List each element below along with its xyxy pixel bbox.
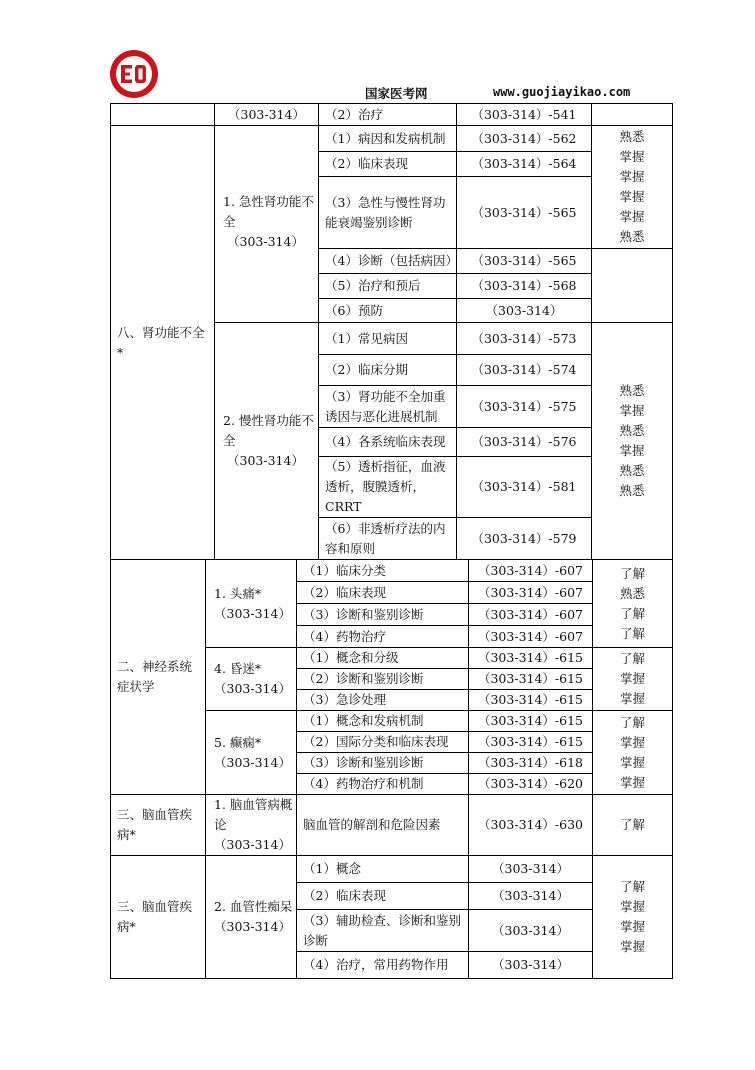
level: 掌握	[619, 189, 645, 204]
topic-ref: （303-314）	[227, 453, 304, 468]
level: 掌握	[619, 899, 645, 914]
level-cell	[592, 323, 673, 560]
level: 掌握	[619, 939, 645, 954]
page-ref: （303-314）-620	[469, 774, 593, 795]
logo	[108, 48, 160, 100]
subtopic: （5）治疗和预后	[319, 274, 457, 299]
page-ref: （303-314）-541	[457, 104, 592, 126]
table-row	[111, 104, 673, 126]
page-ref: （303-314）-615	[469, 711, 593, 732]
subtopic: （6）非透析疗法的内容和原则	[319, 518, 457, 560]
level: 掌握	[619, 919, 645, 934]
subtopic: （3）肾功能不全加重诱因与恶化进展机制	[319, 386, 457, 428]
topic-title: 1. 脑血管病概论	[214, 797, 293, 832]
topic-ref: （303-314）	[214, 754, 291, 770]
subtopic: （2）临床表现	[297, 883, 469, 910]
page-ref: （303-314）-565	[457, 177, 592, 249]
level: 了解	[619, 879, 645, 894]
table-row	[111, 795, 673, 856]
subtopic: （2）临床表现	[297, 582, 469, 604]
level: 掌握	[619, 691, 645, 706]
topic-title: 2. 血管性痴呆	[214, 899, 293, 914]
level: 熟悉	[619, 129, 645, 144]
topic-title: 4. 昏迷*	[214, 661, 262, 676]
table-row	[111, 856, 673, 883]
level: 了解	[619, 651, 645, 666]
page-ref: （303-314）-565	[457, 249, 592, 274]
topic-ref: （303-314）	[214, 681, 291, 696]
level: 掌握	[619, 149, 645, 164]
unit-title: 二、神经系统症状学	[117, 659, 193, 694]
page-ref: （303-314）-618	[469, 753, 593, 774]
site-url[interactable]: www.guojiayikao.com	[493, 85, 631, 99]
level: 掌握	[619, 754, 645, 770]
subtopic: （6）预防	[319, 299, 457, 323]
page-ref: （303-314）-630	[469, 795, 593, 856]
page-ref: （303-314）-615	[469, 648, 593, 669]
subtopic: （4）各系统临床表现	[319, 428, 457, 457]
topic-ref: （303-314）	[214, 919, 291, 934]
level-cell	[593, 795, 673, 856]
subtopic: （1）临床分类	[297, 560, 469, 582]
page-ref: （303-314）-579	[457, 518, 592, 560]
level-cell	[593, 856, 673, 979]
topic-ref: （303-314）	[214, 605, 291, 621]
page-ref: （303-314）-581	[457, 457, 592, 518]
subtopic: （3）诊断和鉴别诊断	[297, 753, 469, 774]
subtopic: （4）诊断（包括病因）	[319, 249, 457, 274]
page-ref: （303-314）-607	[469, 582, 593, 604]
subtopic: （1）概念	[297, 856, 469, 883]
page-ref: （303-314）-615	[469, 732, 593, 753]
level: 了解	[619, 565, 645, 581]
topic-cell	[215, 126, 319, 323]
level-cell	[593, 711, 673, 795]
table-row	[111, 560, 673, 582]
level: 掌握	[619, 734, 645, 750]
level: 掌握	[619, 403, 645, 418]
topic-cell	[206, 711, 297, 795]
topic-ref: （303-314）	[214, 837, 291, 852]
page-ref: （303-314）-607	[469, 626, 593, 648]
topic-title: 2. 慢性肾功能不全	[223, 413, 314, 448]
unit-title: 八、肾功能不全	[117, 324, 205, 340]
level-cell	[593, 560, 673, 648]
subtopic: （2）临床分期	[319, 355, 457, 386]
subtopic: （3）急诊处理	[297, 690, 469, 711]
level-cell	[593, 648, 673, 711]
level: 掌握	[619, 774, 645, 790]
unit-cell	[111, 856, 206, 979]
page-ref: （303-314）-575	[457, 386, 592, 428]
syllabus-table-kidney	[110, 103, 673, 560]
subtopic: （2）诊断和鉴别诊断	[297, 669, 469, 690]
level: 了解	[619, 817, 645, 832]
subtopic: （2）治疗	[319, 104, 457, 126]
page-ref: （303-314）-574	[457, 355, 592, 386]
site-name: 国家医考网	[365, 86, 428, 101]
level-cell	[592, 126, 673, 249]
subtopic: （5）透析指征，血液透析，腹膜透析，CRRT	[319, 457, 457, 518]
level: 掌握	[619, 443, 645, 458]
page-ref: （303-314）	[469, 952, 593, 979]
topic-title: 1. 头痛*	[214, 585, 262, 601]
level: 熟悉	[619, 483, 645, 498]
subtopic: （4）治疗，常用药物作用	[297, 952, 469, 979]
subtopic: （2）国际分类和临床表现	[297, 732, 469, 753]
unit-title: 三、脑血管疾病*	[117, 807, 193, 842]
table-row	[111, 126, 673, 152]
subtopic: （2）临床表现	[319, 152, 457, 177]
page-ref: （303-314）-564	[457, 152, 592, 177]
topic-cell	[206, 648, 297, 711]
level: 熟悉	[619, 383, 645, 398]
level: 了解	[619, 714, 645, 730]
subtopic: （1）概念和发病机制	[297, 711, 469, 732]
syllabus-table-neurology	[110, 559, 673, 979]
subtopic: 脑血管的解剖和危险因素	[297, 795, 469, 856]
page-ref: （303-314）	[469, 883, 593, 910]
page-ref: （303-314）	[457, 299, 592, 323]
topic-cell	[206, 560, 297, 648]
topic-ref: （303-314）	[215, 104, 319, 126]
unit-mark: *	[117, 344, 124, 360]
topic-cell	[206, 795, 297, 856]
page-ref: （303-314）-562	[457, 126, 592, 152]
page-ref: （303-314）-573	[457, 323, 592, 355]
topic-title: 5. 癫痫*	[214, 734, 262, 750]
subtopic: （3）辅助检查、诊断和鉴别诊断	[297, 910, 469, 952]
page-ref: （303-314）-576	[457, 428, 592, 457]
unit-cell	[111, 560, 206, 795]
topic-cell	[206, 856, 297, 979]
level: 了解	[619, 625, 645, 641]
page-ref: （303-314）	[469, 856, 593, 883]
subtopic: （3）诊断和鉴别诊断	[297, 604, 469, 626]
topic-ref: （303-314）	[227, 234, 304, 249]
page-ref: （303-314）-607	[469, 560, 593, 582]
page-ref: （303-314）-607	[469, 604, 593, 626]
page-ref: （303-314）	[469, 910, 593, 952]
level: 熟悉	[619, 463, 645, 478]
subtopic: （3）急性与慢性肾功能衰竭鉴别诊断	[319, 177, 457, 249]
level: 掌握	[619, 169, 645, 184]
subtopic: （4）药物治疗	[297, 626, 469, 648]
level: 熟悉	[619, 585, 645, 601]
page-ref: （303-314）-615	[469, 690, 593, 711]
subtopic: （1）常见病因	[319, 323, 457, 355]
level: 了解	[619, 605, 645, 621]
topic-title: 1. 急性肾功能不全	[223, 194, 314, 229]
level: 掌握	[619, 209, 645, 224]
unit-title: 三、脑血管疾病*	[117, 899, 193, 934]
unit-cell	[111, 795, 206, 856]
subtopic: （1）概念和分级	[297, 648, 469, 669]
unit-cell	[111, 126, 215, 560]
level: 熟悉	[619, 423, 645, 438]
topic-cell	[215, 323, 319, 560]
level: 熟悉	[619, 229, 645, 244]
subtopic: （1）病因和发病机制	[319, 126, 457, 152]
level: 掌握	[619, 671, 645, 686]
page-ref: （303-314）-568	[457, 274, 592, 299]
page-ref: （303-314）-615	[469, 669, 593, 690]
subtopic: （4）药物治疗和机制	[297, 774, 469, 795]
